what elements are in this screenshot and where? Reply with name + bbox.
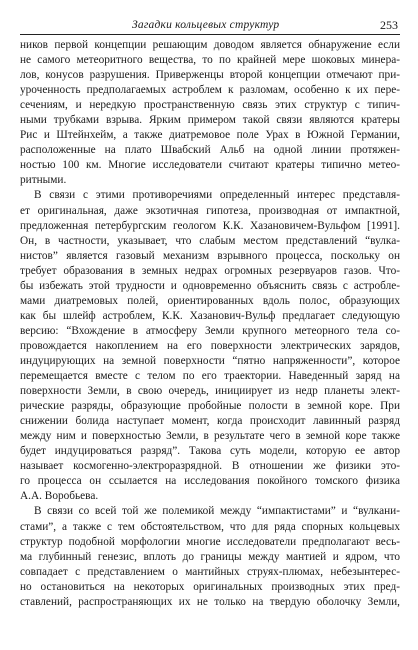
text-line: между ним и поверхностью Земли, в результате чего в земной коре также: [20, 430, 400, 443]
text-line: индуцирующих на земной поверхности “пятно напряженности”, которое: [20, 354, 400, 367]
text-line: стами”, а также с тем обстоятельством, что для ряда спорных кольцевых: [20, 520, 400, 533]
text-line: ставлений, распространяющих их не только на твердую оболочку Земли,: [20, 595, 400, 608]
running-header: [20, 18, 400, 35]
text-line: ма глубинный генезис, вплоть до границы между мантией и ядром, что: [20, 550, 400, 563]
text-line: как бы шлейф астроблем, К.К. Хазанович-Вульф предлагает следующую: [20, 309, 400, 322]
text-line: го процесса он ссылается на исследования покойного томского физика: [20, 475, 400, 488]
text-line: нистов” является газовый механизм взрывного процесса, поскольку он: [20, 249, 400, 262]
text-line: ными трубками взрыва. Ярким примером такой связи являются кратеры: [20, 114, 400, 127]
text-line: Рис и Штейнхейм, а также диатремовое поле Урах в Южной Германии,: [20, 129, 400, 142]
text-line: расположенные на плато Швабский Альб на одной линии протяжен-: [20, 144, 400, 157]
text-line: требует образования в земных недрах огромных резервуаров газов. Что-: [20, 264, 400, 277]
text-line: называет космогенно-электроразрядной. В отношении же физики это-: [20, 460, 400, 473]
text-line: лов, конусов разрушения. Приверженцы второй концепции отмечают при-: [20, 69, 400, 82]
text-line: перемещается вместе с телом по его траектории. Наведенный заряд на: [20, 370, 400, 383]
body-text: [20, 38, 400, 610]
text-line: версию: “Вхождение в атмосферу Земли крупного метеорного тела со-: [20, 324, 400, 337]
text-line: будет индуцироваться разряд”. Такова суть модели, которую ее автор: [20, 445, 400, 458]
text-line: поверхности Земли, в свою очередь, инициирует из недр планеты элект-: [20, 385, 400, 398]
text-line: ритными.: [20, 174, 67, 187]
text-line: но остановиться на некоторых оригинальных производных этих пред-: [20, 580, 400, 593]
text-line: В связи со всей той же полемикой между “импактистами” и “вулкани-: [34, 505, 400, 518]
text-line: мами диатремовых полей, ориентированных вдоль полос, образующих: [20, 294, 400, 307]
text-line: уроченность предполагаемых астроблем к разломам, особенно к их пере-: [20, 84, 400, 97]
text-line: совпадает с представлением о мантийных струях-плюмах, небезынтерес-: [20, 565, 400, 578]
text-line: снижении болида наступает момент, когда происходит лавинный разряд: [20, 415, 400, 428]
text-line: не самого метеоритного вещества, то по крайней мере шоковых минера-: [20, 54, 400, 67]
text-line: бы избежать этой трудности и одновременно объяснить связь с астробле-: [20, 279, 400, 292]
text-line: ников первой концепции решающим доводом является обнаружение если: [20, 39, 400, 51]
text-line: В связи с этими противоречиями определенный интерес представля-: [34, 189, 400, 202]
running-title: Загадки кольцевых структур: [132, 19, 280, 31]
text-line: ет оригинальная, даже экзотичная гипотеза, производная от импактной,: [20, 204, 400, 217]
text-line: предложенная петербургским геологом К.К. Хазановичем-Вульфом [1991].: [20, 219, 400, 232]
text-line: А.А. Воробьева.: [20, 490, 99, 503]
text-line: Он, в частности, указывает, что слабым местом представлений “вулка-: [20, 234, 400, 247]
text-line: провождается накоплением на его поверхности электрических зарядов,: [20, 339, 400, 352]
text-line: сечениям, и нередкую пространственную связь этих структур с типич-: [20, 99, 400, 112]
text-line: рические разряды, образующие пробойные полости в земной коре. При: [20, 400, 400, 413]
text-line: ностью 100 км. Многие исследователи считают кратеры типично метео-: [20, 159, 400, 172]
page-number: 253: [380, 18, 398, 32]
text-line: структур подобной морфологии многие исследователи предполагают весь-: [20, 535, 400, 548]
